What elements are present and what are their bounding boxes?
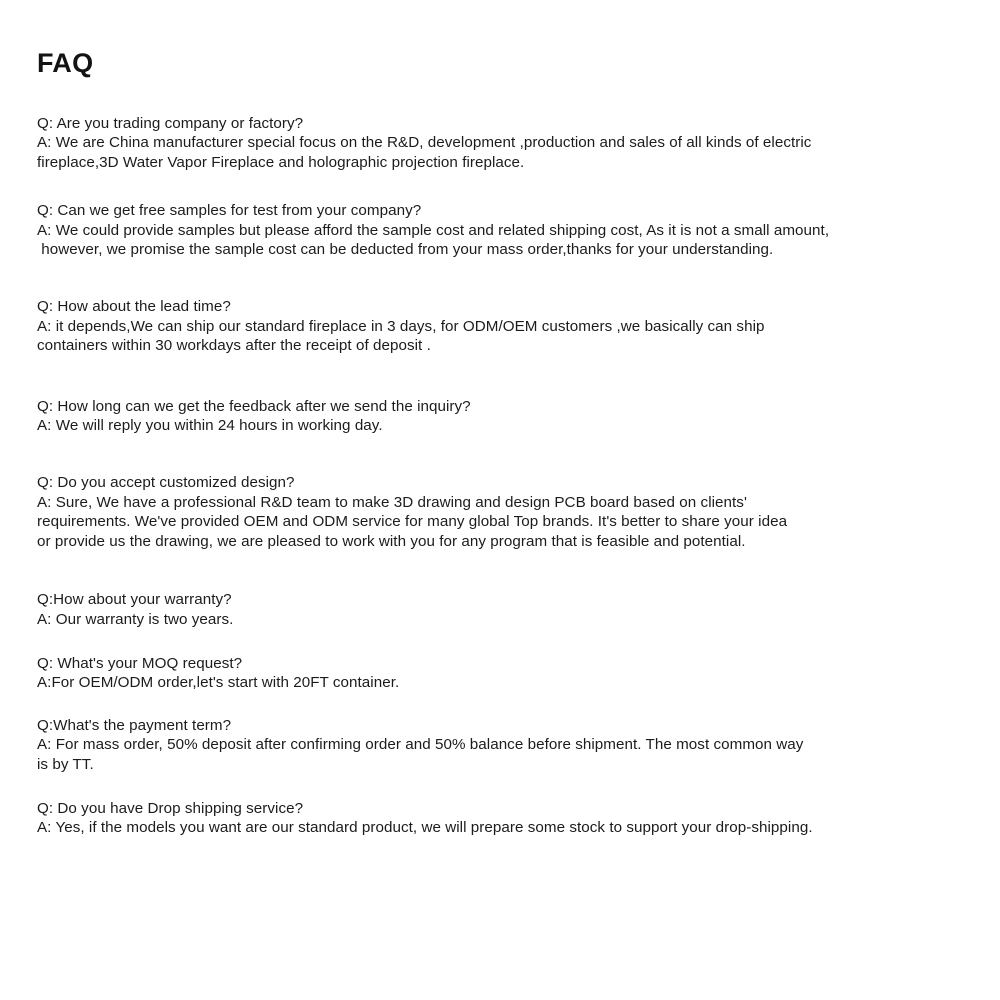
faq-question: Q:How about your warranty?: [37, 591, 232, 609]
block-spacer: [37, 693, 982, 716]
block-spacer: [37, 259, 982, 297]
faq-question: Q: Do you have Drop shipping service?: [37, 799, 304, 817]
faq-list: [37, 114, 982, 838]
faq-answer-line: A: We could provide samples but please afford the sample cost and related shipping cost, As it is not a small amount,: [37, 221, 830, 239]
faq-question: Q: How about the lead time?: [37, 298, 231, 316]
faq-question: Q: Are you trading company or factory?: [37, 115, 304, 132]
faq-answer-line: A: We will reply you within 24 hours in working day.: [37, 417, 383, 435]
faq-answer-line: A: Our warranty is two years.: [37, 610, 234, 628]
faq-question: Q:What's the payment term?: [37, 716, 232, 734]
faq-item: [37, 799, 982, 838]
faq-answer-line: however, we promise the sample cost can be deducted from your mass order,thanks for your understanding.: [37, 241, 774, 259]
faq-answer-line: is by TT.: [37, 755, 94, 773]
block-spacer: [37, 435, 982, 473]
faq-answer-line: A: For mass order, 50% deposit after confirming order and 50% balance before shipment. The most common way: [37, 736, 804, 754]
block-spacer: [37, 629, 982, 654]
faq-item: [37, 114, 982, 172]
faq-item: [37, 397, 982, 436]
faq-answer-line: fireplace,3D Water Vapor Fireplace and holographic projection fireplace.: [37, 153, 525, 171]
faq-item: [37, 716, 982, 774]
faq-item: [37, 590, 982, 629]
faq-question: Q: Do you accept customized design?: [37, 474, 295, 492]
block-spacer: [37, 356, 982, 397]
block-spacer: [37, 551, 982, 590]
faq-answer-line: A: Yes, if the models you want are our standard product, we will prepare some stock to support your drop-shipping.: [37, 819, 813, 837]
faq-item: [37, 297, 982, 355]
faq-answer-line: requirements. We've provided OEM and ODM service for many global Top brands. It's better to share your idea: [37, 513, 788, 531]
faq-answer-line: A: We are China manufacturer special focus on the R&D, development ,production and sales of all kinds of electric: [37, 134, 812, 152]
block-spacer: [37, 774, 982, 799]
page-title: FAQ: [37, 48, 94, 78]
block-spacer: [37, 172, 982, 201]
faq-answer-line: or provide us the drawing, we are pleased to work with you for any program that is feasible and potential.: [37, 532, 746, 550]
faq-answer-line: A: it depends,We can ship our standard fireplace in 3 days, for ODM/OEM customers ,we basically can ship: [37, 317, 765, 335]
faq-answer-line: containers within 30 workdays after the receipt of deposit .: [37, 337, 431, 355]
faq-answer-line: A: Sure, We have a professional R&D team to make 3D drawing and design PCB board based on clients': [37, 493, 747, 511]
faq-item: [37, 654, 982, 693]
faq-item: [37, 201, 982, 259]
faq-item: [37, 473, 982, 551]
faq-answer-line: A:For OEM/ODM order,let's start with 20FT container.: [37, 674, 400, 692]
faq-question: Q: How long can we get the feedback after we send the inquiry?: [37, 397, 471, 415]
faq-question: Q: What's your MOQ request?: [37, 654, 243, 672]
faq-question: Q: Can we get free samples for test from your company?: [37, 202, 422, 220]
